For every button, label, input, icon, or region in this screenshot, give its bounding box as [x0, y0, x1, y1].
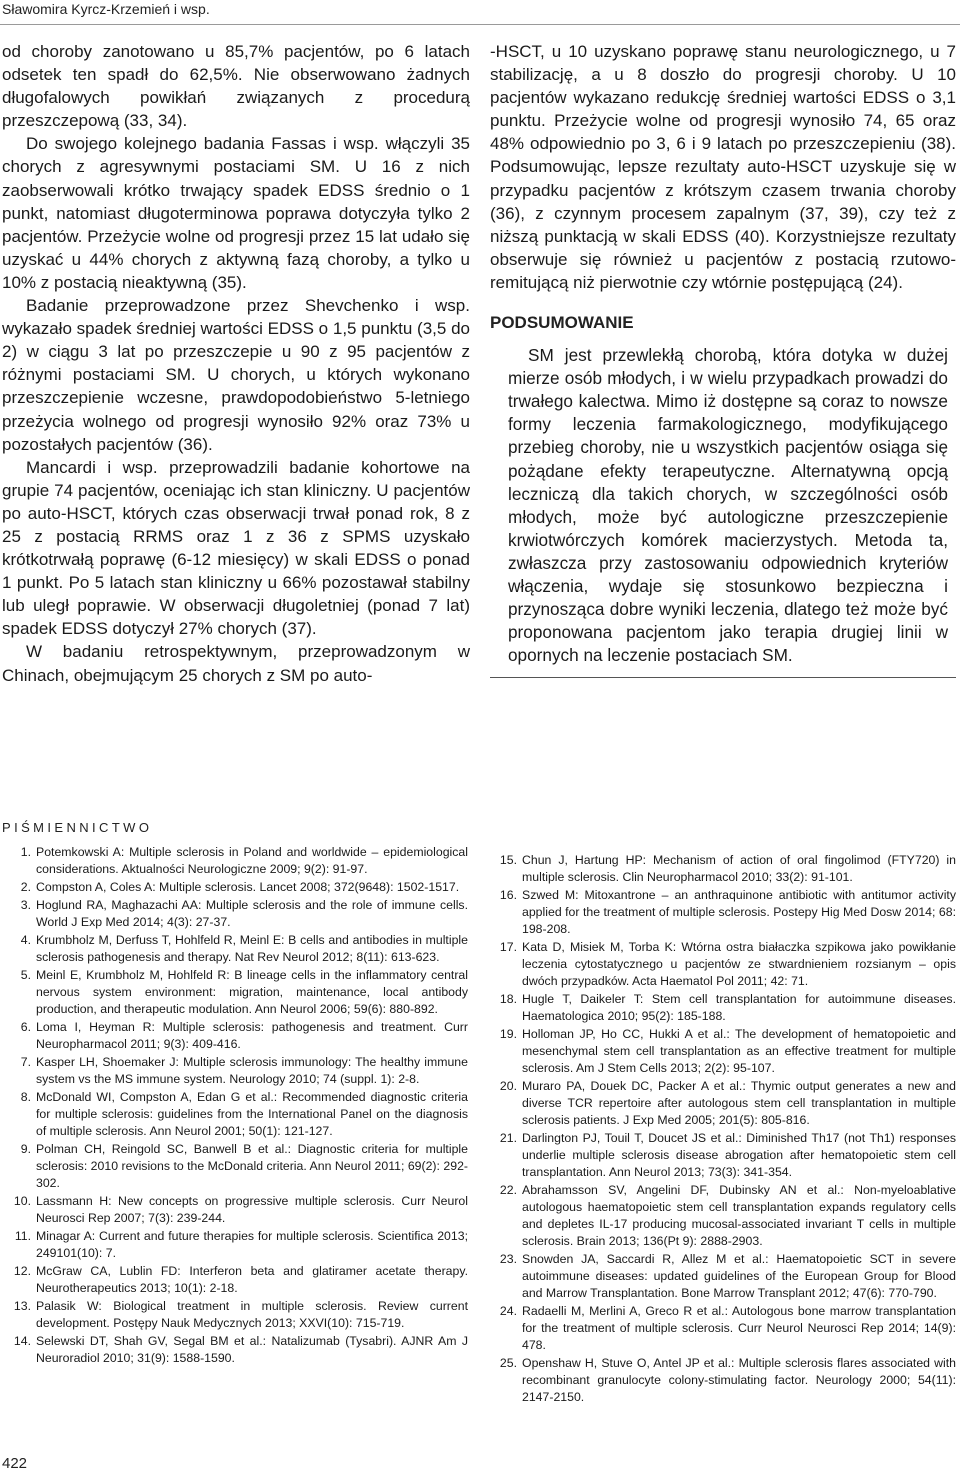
reference-text: Krumbholz M, Derfuss T, Hohlfeld R, Meinl E: B cells and antibodies in multiple sclerosis pathogenesis and therapy. Nat Rev Neurol 2012; 8(11): 613-623. — [36, 933, 468, 964]
summary-box — [490, 342, 956, 678]
reference-item — [4, 967, 468, 1018]
reference-text: Loma I, Heyman R: Multiple sclerosis: pathogenesis and treatment. Curr Neuropharmacol 2011; 9(3): 409-416. — [36, 1020, 468, 1051]
reference-text: Polman CH, Reingold SC, Banwell B et al.: Diagnostic criteria for multiple sclerosis: 2010 revisions to the McDonald criteria. Ann Neurol 2011; 69(2): 292-302. — [36, 1142, 468, 1190]
reference-text: Kata D, Misiek M, Torba K: Wtórna ostra białaczka szpikowa jako powikłanie leczenia cytostatycznego u pacjentów ze stwardnieniem rozsianym – opis dwóch przypadków. Acta Haematol Pol 2011; 42: 71. — [522, 940, 956, 988]
reference-text: Kasper LH, Shoemaker J: Multiple sclerosis immunology: The healthy immune system vs the MS immune system. Neurology 2010; 74 (suppl. 1): 2-8. — [36, 1055, 468, 1086]
reference-text: Holloman JP, Ho CC, Hukki A et al.: The development of hematopoietic and mesenchymal stem cell transplantation as an effective treatment for multiple sclerosis. Am J Stem Cells 2013; 2(2): 95-107. — [522, 1027, 956, 1075]
reference-item — [490, 887, 956, 938]
reference-number: 16. — [499, 888, 517, 902]
reference-number: 25. — [499, 1356, 517, 1370]
reference-text: Radaelli M, Merlini A, Greco R et al.: Autologous bone marrow transplantation for the treatment of multiple sclerosis. Curr Neurol Neurosci Rep 2014; 14(9): 478. — [522, 1304, 956, 1352]
reference-number: 9. — [20, 1142, 31, 1156]
reference-text: McGraw CA, Lublin FD: Interferon beta and glatiramer acetate therapy. Neurotherapeutics 2013; 10(1): 2-18. — [36, 1264, 468, 1295]
running-head: Sławomira Kyrcz-Krzemień i wsp. — [2, 1, 210, 17]
reference-number: 7. — [20, 1055, 31, 1069]
reference-number: 23. — [499, 1252, 517, 1266]
reference-text: McDonald WI, Compston A, Edan G et al.: Recommended diagnostic criteria for multiple sclerosis: guidelines from the International Panel on the diagnosis of multiple sclerosis. Ann Neurol 2001; 50(1): 121-127. — [36, 1090, 468, 1138]
reference-item — [4, 897, 468, 931]
reference-text: Darlington PJ, Touil T, Doucet JS et al.: Diminished Th17 (not Th1) responses underlie multiple sclerosis disease abrogation after hematopoietic stem cell transplantation. Ann Neurol 2013; 73(3): 341-354. — [522, 1131, 956, 1179]
reference-item — [4, 1263, 468, 1297]
reference-text: Compston A, Coles A: Multiple sclerosis. Lancet 2008; 372(9648): 1502-1517. — [36, 880, 460, 894]
reference-item — [4, 879, 468, 896]
reference-text: Minagar A: Current and future therapies for multiple sclerosis. Scientifica 2013; 249101(10): 7. — [36, 1229, 468, 1260]
section-heading: PODSUMOWANIE — [490, 313, 634, 333]
reference-number: 8. — [20, 1090, 31, 1104]
reference-item — [4, 1298, 468, 1332]
references-right-column — [490, 852, 956, 1407]
reference-item — [4, 1193, 468, 1227]
reference-item — [4, 1019, 468, 1053]
reference-item — [4, 844, 468, 878]
reference-text: Hoglund RA, Maghazachi AA: Multiple sclerosis and the role of immune cells. World J Exp Med 2014; 4(3): 27-37. — [36, 898, 468, 929]
reference-number: 5. — [20, 968, 31, 982]
reference-item — [4, 1333, 468, 1367]
reference-item — [490, 1078, 956, 1129]
reference-item — [4, 1054, 468, 1088]
header-rule — [0, 24, 960, 25]
body-paragraph: Badanie przeprowadzone przez Shevchenko i wsp. wykazało spadek średniej wartości EDSS o 1,5 punktu (3,5 do 2) w ciągu 3 lat po przeszczepie u 90 z 95 pacjentów z różnymi postaciami SM. U chorych, u których wykonano przeszczepienie wczesne, prawdopodobieństwo 5-letniego przeżycia wolnego od progresji wynosiło 92% oraz 73% u pozostałych pacjentów (36). — [2, 296, 470, 454]
reference-item — [4, 1141, 468, 1192]
reference-text: Abrahamsson SV, Angelini DF, Dubinsky AN et al.: Non-myeloablative autologous haematopoietic stem cell transplantation expands regulatory cells and depletes IL-17 producing mucosal-associated invariant T cells in multiple sclerosis. Brain 2013; 136(Pt 9): 2888-2903. — [522, 1183, 956, 1248]
reference-number: 4. — [20, 933, 31, 947]
reference-number: 12. — [13, 1264, 31, 1278]
reference-number: 20. — [499, 1079, 517, 1093]
reference-text: Selewski DT, Shah GV, Segal BM et al.: Natalizumab (Tysabri). AJNR Am J Neuroradiol 2010; 31(9): 1588-1590. — [36, 1334, 468, 1365]
reference-text: Chun J, Hartung HP: Mechanism of action of oral fingolimod (FTY720) in multiple sclerosis. Clin Neuropharmacol 2010; 33(2): 91-101. — [522, 853, 956, 884]
body-left-column — [2, 40, 470, 687]
reference-text: Szwed M: Mitoxantrone – an anthraquinone antibiotic with antitumor activity applied for the treatment of multiple sclerosis. Postepy Hig Med Dosw 2014; 68: 198-208. — [522, 888, 956, 936]
reference-text: Potemkowski A: Multiple sclerosis in Poland and worldwide – epidemiological considerations. Aktualności Neurologiczne 2009; 9(2): 91-97. — [36, 845, 468, 876]
reference-number: 6. — [20, 1020, 31, 1034]
reference-item — [490, 852, 956, 886]
reference-number: 13. — [13, 1299, 31, 1313]
page-number: 422 — [2, 1455, 28, 1472]
reference-text: Palasik W: Biological treatment in multiple sclerosis. Review current development. Postępy Nauk Medycznych 2013; XXVI(10): 715-719. — [36, 1299, 468, 1330]
reference-number: 3. — [20, 898, 31, 912]
reference-text: Lassmann H: New concepts on progressive multiple sclerosis. Curr Neurol Neurosci Rep 2007; 7(3): 239-244. — [36, 1194, 468, 1225]
reference-item — [490, 991, 956, 1025]
body-paragraph: W badaniu retrospektywnym, przeprowadzonym w Chinach, obejmującym 25 chorych z SM po auto- — [2, 642, 470, 685]
reference-number: 1. — [20, 845, 31, 859]
reference-text: Hugle T, Daikeler T: Stem cell transplantation for autoimmune diseases. Haematologica 2010; 95(2): 185-188. — [522, 992, 956, 1023]
reference-item — [490, 1303, 956, 1354]
body-right-column — [490, 40, 956, 678]
reference-item — [490, 1026, 956, 1077]
reference-text: Snowden JA, Saccardi R, Allez M et al.: Haematopoietic SCT in severe autoimmune diseases: updated guidelines of the European Group for Blood and Marrow Transplantation. Bone Marrow Transplant 2012; 47(6): 770-790. — [522, 1252, 956, 1300]
reference-item — [490, 1182, 956, 1250]
reference-item — [490, 939, 956, 990]
summary-text: SM jest przewlekłą chorobą, która dotyka w dużej mierze osób młodych, i w wielu przypadkach prowadzi do trwałego kalectwa. Mimo iż dostępne są coraz to nowsze formy leczenia farmakologicznego, modyfikującego przebieg choroby, nie u wszystkich pacjentów osiąga się pożądane efekty terapeutyczne. Alternatywną opcją leczniczą dla takich chorych, w szczególności osób młodych, może być autologiczne przeszczepienie krwiotwórczych komórek macierzystych. Metoda ta, zwłaszcza przy zastosowaniu odpowiednich kryteriów włączenia, wydaje się stosunkowo bezpieczna i przynosząca dobre wyniki leczenia, dlatego też może być proponowana pacjentom jako terapia drugiej linii w opornych na leczenie postaciach SM. — [508, 345, 948, 666]
reference-item — [4, 932, 468, 966]
body-paragraph: Mancardi i wsp. przeprowadzili badanie kohortowe na grupie 74 pacjentów, oceniając ich stan kliniczny. U pacjentów po auto-HSCT, których czas obserwacji trwał ponad rok, 8 z 25 z postacią RRMS oraz 1 z 36 z SPMS uzyskało krótkotrwałą poprawę (6-12 miesięcy) w skali EDSS o ponad 1 punkt. Po 5 latach stan kliniczny u 66% pozostawał stabilny lub uległ poprawie. W obserwacji długoletniej (ponad 7 lat) spadek EDSS dotyczył 27% chorych (37). — [2, 457, 470, 639]
reference-number: 17. — [499, 940, 517, 954]
reference-item — [490, 1251, 956, 1302]
reference-text: Openshaw H, Stuve O, Antel JP et al.: Multiple sclerosis flares associated with recombinant granulocyte colony-stimulating factor. Neurology 2000; 54(11): 2147-2150. — [522, 1356, 956, 1404]
body-paragraph: od choroby zanotowano u 85,7% pacjentów, po 6 latach odsetek ten spadł do 62,5%. Nie obserwowano żadnych długofalowych powikłań związanych z procedurą przeszczepową (33, 34). — [2, 42, 470, 131]
reference-number: 11. — [14, 1229, 31, 1243]
reference-item — [490, 1130, 956, 1181]
reference-text: Muraro PA, Douek DC, Packer A et al.: Thymic output generates a new and diverse TCR repertoire after autologous stem cell transplantation in multiple sclerosis patients. J Exp Med 2005; 201(5): 805-816. — [522, 1079, 956, 1127]
reference-item — [4, 1089, 468, 1140]
reference-number: 18. — [499, 992, 517, 1006]
reference-number: 10. — [13, 1194, 31, 1208]
references-left-column — [4, 844, 468, 1368]
reference-text: Meinl E, Krumbholz M, Hohlfeld R: B lineage cells in the inflammatory central nervous system environment: migration, maintenance, local antibody production, and therapeutic modulation. Ann Neurol 2006; 59(6): 880-892. — [36, 968, 468, 1016]
reference-number: 24. — [499, 1304, 517, 1318]
reference-number: 15. — [499, 853, 517, 867]
body-paragraph-continued: -HSCT, u 10 uzyskano poprawę stanu neurologicznego, u 7 stabilizację, a u 8 doszło do progresji choroby. U 10 pacjentów wykazano redukcję średniej wartości EDSS o 3,1 punktu. Przeżycie wolne od progresji wynosiło 74, 65 oraz 48% odpowiednio po 3, 6 i 9 latach po przeszczepieniu (38). Podsumowując, lepsze rezultaty auto-HSCT uzyskuje się w przypadku pacjentów z krótszym czasem trwania choroby (36), z czynnym procesem zapalnym (37, 39), czy też z niższą punktacją w skali EDSS (40). Korzystniejsze rezultaty obserwuje się również u pacjentów z postacią rzutowo-remitującą niż pierwotnie czy wtórnie postępującą (24). — [490, 42, 956, 292]
references-heading: PIŚMIENNICTWO — [2, 820, 153, 835]
reference-number: 2. — [20, 880, 31, 894]
body-paragraph: Do swojego kolejnego badania Fassas i wsp. włączyli 35 chorych z agresywnymi postaciami SM. U 16 z nich zaobserwowali krótko trwający spadek EDSS średnio o 1 punkt, natomiast długoterminowa poprawa dotyczyła tylko 2 pacjentów. Przeżycie wolne od progresji przez 15 lat udało się uzyskać u 44% chorych z aktywną fazą choroby, a tylko u 10% z postacią nieaktywną (35). — [2, 134, 470, 292]
reference-item — [4, 1228, 468, 1262]
reference-item — [490, 1355, 956, 1406]
reference-number: 19. — [499, 1027, 517, 1041]
reference-number: 21. — [499, 1131, 517, 1145]
reference-number: 14. — [13, 1334, 31, 1348]
reference-number: 22. — [499, 1183, 517, 1197]
